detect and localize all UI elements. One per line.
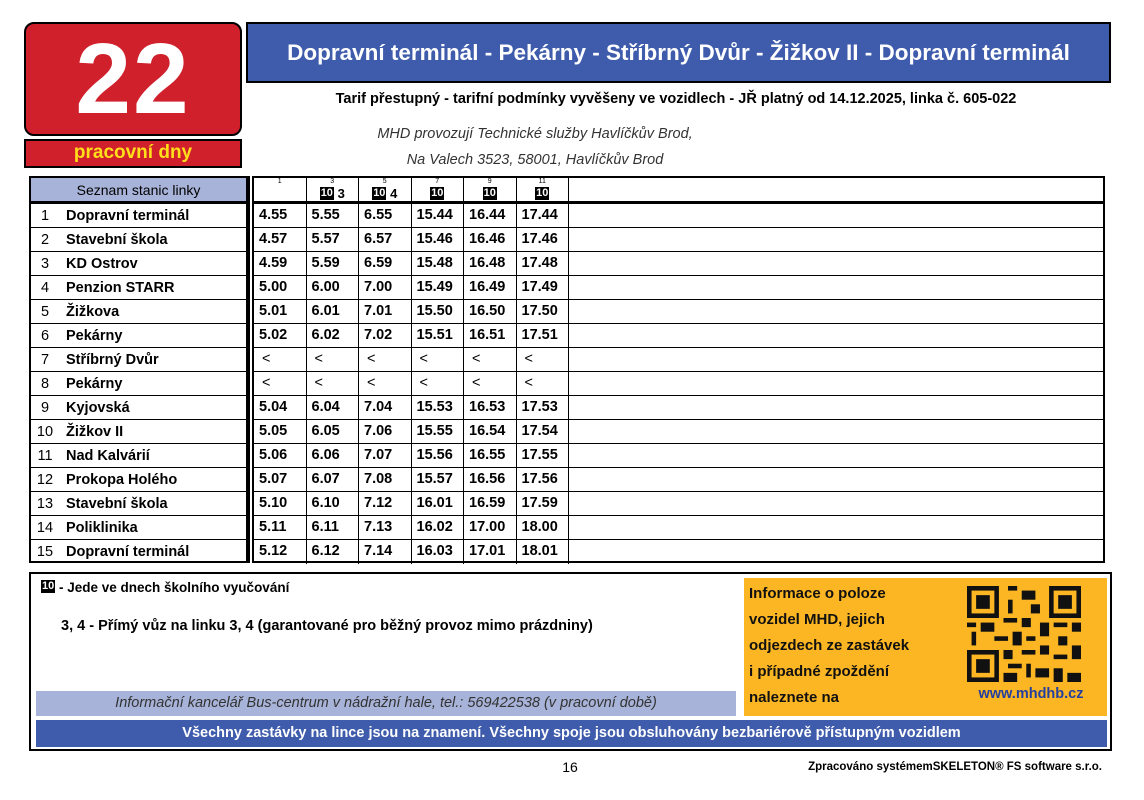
- time-cell-empty: [569, 444, 1103, 467]
- stop-number: 7: [40, 351, 50, 368]
- departure-time: 6.04: [307, 396, 360, 419]
- departure-time: 6.07: [307, 468, 360, 491]
- time-row: [254, 348, 1103, 372]
- stop-number: 10: [36, 423, 54, 440]
- school-note-text: - Jede ve dnech školního vyučování: [55, 580, 290, 595]
- stop-name: Dopravní terminál: [66, 544, 190, 560]
- time-row: [254, 540, 1103, 564]
- stop-row: [31, 444, 246, 468]
- school-note: [41, 580, 289, 595]
- departure-time: 5.55: [307, 204, 360, 227]
- departure-time: 15.55: [412, 420, 465, 443]
- departure-time: 15.44: [412, 204, 465, 227]
- departure-time: 15.50: [412, 300, 465, 323]
- stop-number: 14: [36, 519, 54, 536]
- departure-time: 6.10: [307, 492, 360, 515]
- departure-time: <: [412, 348, 465, 371]
- departure-time: 5.06: [254, 444, 307, 467]
- trip-number: 1: [277, 178, 282, 185]
- time-cell-empty: [569, 324, 1103, 347]
- departure-time: 16.01: [412, 492, 465, 515]
- departure-time: 15.48: [412, 252, 465, 275]
- departure-time: 17.44: [517, 204, 570, 227]
- departure-time: <: [464, 372, 517, 395]
- stop-row: [31, 372, 246, 396]
- trip-number: 5: [382, 178, 387, 185]
- operator-info: [300, 121, 770, 173]
- time-cell-empty: [569, 372, 1103, 395]
- departure-time: 15.53: [412, 396, 465, 419]
- departure-time: 16.02: [412, 516, 465, 539]
- departure-time: 6.01: [307, 300, 360, 323]
- departure-time: 4.55: [254, 204, 307, 227]
- time-cell-empty: [569, 252, 1103, 275]
- departure-time: 5.04: [254, 396, 307, 419]
- info-line: Informace o poloze: [749, 585, 886, 602]
- time-cell-empty: [569, 540, 1103, 564]
- departure-time: 5.07: [254, 468, 307, 491]
- departure-time: 7.02: [359, 324, 412, 347]
- time-cell-empty: [569, 516, 1103, 539]
- stop-number: 9: [40, 399, 50, 416]
- stop-name: Nad Kalvárií: [66, 447, 150, 464]
- departure-time: 16.44: [464, 204, 517, 227]
- stop-row: [31, 348, 246, 372]
- operator-line-1: MHD provozují Technické služby Havlíčkův Brod,: [377, 126, 693, 142]
- school-day-icon: 10: [536, 187, 549, 199]
- info-line: vozidel MHD, jejich: [749, 611, 885, 628]
- stop-number: 3: [40, 255, 50, 272]
- departure-time: <: [464, 348, 517, 371]
- stop-row: [31, 468, 246, 492]
- stop-name: Stříbrný Dvůr: [66, 351, 159, 368]
- trip-number: 11: [538, 178, 546, 185]
- departure-time: 6.11: [307, 516, 360, 539]
- stop-row: [31, 204, 246, 228]
- info-line: naleznete na: [749, 689, 840, 706]
- departure-time: 16.59: [464, 492, 517, 515]
- departure-time: 16.56: [464, 468, 517, 491]
- departure-time: 15.46: [412, 228, 465, 251]
- school-day-icon: 10: [373, 187, 386, 199]
- time-cell-empty: [569, 228, 1103, 251]
- departure-time: 17.51: [517, 324, 570, 347]
- departure-time: 17.54: [517, 420, 570, 443]
- trip-header: [359, 178, 412, 201]
- info-office: Informační kancelář Bus-centrum v nádražní hale, tel.: 569422538 (v pracovní době): [36, 691, 736, 716]
- stop-name: Poliklinika: [66, 519, 138, 536]
- departure-time: 16.55: [464, 444, 517, 467]
- departure-time: 17.55: [517, 444, 570, 467]
- footer-credit: Zpracováno systémemSKELETON® FS software s.r.o.: [808, 761, 1102, 773]
- departure-time: 17.56: [517, 468, 570, 491]
- departure-time: 6.00: [307, 276, 360, 299]
- stop-number: 11: [37, 447, 53, 464]
- departure-time: <: [359, 372, 412, 395]
- departure-time: 17.59: [517, 492, 570, 515]
- departure-time: 17.46: [517, 228, 570, 251]
- direct-car-note: 3, 4 - Přímý vůz na linku 3, 4 (garantované pro běžný provoz mimo prázdniny): [61, 618, 593, 634]
- time-row: [254, 228, 1103, 252]
- departure-time: <: [517, 372, 570, 395]
- stop-number: 8: [40, 375, 50, 392]
- departure-time: 5.57: [307, 228, 360, 251]
- stop-name: Žižkova: [66, 303, 120, 320]
- stop-number: 4: [40, 279, 50, 296]
- stop-row: [31, 420, 246, 444]
- school-day-icon: 10: [320, 187, 333, 199]
- timetable-grid: [252, 176, 1105, 563]
- departure-time: 17.49: [517, 276, 570, 299]
- departure-time: 6.06: [307, 444, 360, 467]
- departure-time: 17.01: [464, 540, 517, 564]
- departure-time: 16.54: [464, 420, 517, 443]
- trip-header: [464, 178, 517, 201]
- stop-row: [31, 276, 246, 300]
- stop-name: Pekárny: [66, 375, 123, 392]
- trip-note: 3: [337, 186, 345, 201]
- stop-row: [31, 516, 246, 540]
- departure-time: <: [517, 348, 570, 371]
- time-row: [254, 444, 1103, 468]
- departure-time: 5.12: [254, 540, 307, 564]
- stop-row: [31, 492, 246, 516]
- time-row: [254, 276, 1103, 300]
- departure-time: 7.01: [359, 300, 412, 323]
- trip-header-row: [254, 178, 1103, 204]
- departure-time: 6.02: [307, 324, 360, 347]
- departure-time: 16.49: [464, 276, 517, 299]
- departure-time: 6.55: [359, 204, 412, 227]
- stop-number: 1: [40, 207, 50, 224]
- school-day-icon: 10: [483, 187, 496, 199]
- stop-name: Stavební škola: [66, 495, 168, 512]
- accessibility-note: Všechny zastávky na lince jsou na znamení. Všechny spoje jsou obsluhovány bezbariérově přístupným vozidlem: [36, 720, 1107, 747]
- departure-time: 6.57: [359, 228, 412, 251]
- departure-time: 15.56: [412, 444, 465, 467]
- stop-row: [31, 540, 246, 564]
- line-number-box: [24, 22, 242, 136]
- departure-time: <: [307, 348, 360, 371]
- realtime-info-box: [744, 578, 1107, 716]
- departure-time: 5.11: [254, 516, 307, 539]
- stop-name: Dopravní terminál: [66, 207, 190, 224]
- departure-time: 5.05: [254, 420, 307, 443]
- stop-list-header: Seznam stanic linky: [31, 178, 246, 204]
- departure-time: 16.51: [464, 324, 517, 347]
- departure-time: 17.48: [517, 252, 570, 275]
- time-cell-empty: [569, 396, 1103, 419]
- info-line: i případné zpoždění: [749, 663, 890, 680]
- stop-name: Prokopa Holého: [66, 471, 178, 488]
- trip-number: 7: [435, 178, 440, 185]
- departure-time: 5.00: [254, 276, 307, 299]
- departure-time: 16.03: [412, 540, 465, 564]
- departure-time: <: [412, 372, 465, 395]
- departure-time: 16.50: [464, 300, 517, 323]
- departure-time: 15.51: [412, 324, 465, 347]
- page-number: 16: [562, 759, 578, 775]
- trip-number: 3: [330, 178, 335, 185]
- departure-time: 6.12: [307, 540, 360, 564]
- route-title: Dopravní terminál - Pekárny - Stříbrný Dvůr - Žižkov II - Dopravní terminál: [246, 22, 1111, 83]
- stop-name: Žižkov II: [66, 423, 124, 440]
- school-day-icon: 10: [42, 580, 55, 592]
- time-row: [254, 420, 1103, 444]
- stop-name: Kyjovská: [66, 399, 130, 416]
- time-cell-empty: [569, 300, 1103, 323]
- stop-name: Penzion STARR: [66, 279, 175, 296]
- stop-row: [31, 252, 246, 276]
- trip-header: [254, 178, 307, 201]
- departure-time: 5.01: [254, 300, 307, 323]
- time-row: [254, 468, 1103, 492]
- time-row: [254, 300, 1103, 324]
- departure-time: 17.53: [517, 396, 570, 419]
- departure-time: 16.48: [464, 252, 517, 275]
- departure-time: 7.07: [359, 444, 412, 467]
- info-line: odjezdech ze zastávek: [749, 637, 910, 654]
- departure-time: 15.57: [412, 468, 465, 491]
- time-cell-empty: [569, 420, 1103, 443]
- departure-time: 4.59: [254, 252, 307, 275]
- time-cell-empty: [569, 204, 1103, 227]
- realtime-info-text: [749, 581, 959, 711]
- day-type-label: pracovní dny: [24, 139, 242, 168]
- trip-header-empty: [569, 178, 1103, 201]
- departure-time: <: [254, 348, 307, 371]
- stop-row: [31, 396, 246, 420]
- time-row: [254, 516, 1103, 540]
- stop-number: 6: [40, 327, 50, 344]
- trip-header: [517, 178, 570, 201]
- stop-row: [31, 324, 246, 348]
- stop-name: Pekárny: [66, 327, 123, 344]
- departure-time: 7.12: [359, 492, 412, 515]
- time-row: [254, 204, 1103, 228]
- time-cell-empty: [569, 348, 1103, 371]
- time-row: [254, 252, 1103, 276]
- departure-time: 7.06: [359, 420, 412, 443]
- time-row: [254, 324, 1103, 348]
- trip-number: 9: [487, 178, 492, 185]
- stop-name: Stavební škola: [66, 231, 168, 248]
- departure-time: 16.53: [464, 396, 517, 419]
- departure-time: <: [307, 372, 360, 395]
- stop-list: [29, 176, 250, 563]
- stop-number: 15: [36, 544, 54, 560]
- departure-time: 4.57: [254, 228, 307, 251]
- departure-time: <: [254, 372, 307, 395]
- departure-time: 17.00: [464, 516, 517, 539]
- school-day-icon: 10: [431, 187, 444, 199]
- qr-code-icon[interactable]: [967, 586, 1081, 682]
- departure-time: 5.59: [307, 252, 360, 275]
- departure-time: 5.10: [254, 492, 307, 515]
- tariff-info: Tarif přestupný - tarifní podmínky vyvěšeny ve vozidlech - JŘ platný od 14.12.2025, linka č. 605-022: [335, 91, 1017, 107]
- trip-note: 4: [390, 186, 398, 201]
- stop-row: [31, 228, 246, 252]
- time-cell-empty: [569, 492, 1103, 515]
- departure-time: 7.14: [359, 540, 412, 564]
- stop-number: 5: [40, 303, 50, 320]
- line-number: 22: [75, 23, 191, 135]
- time-row: [254, 492, 1103, 516]
- departure-time: 18.00: [517, 516, 570, 539]
- notes-panel: [29, 572, 1112, 751]
- departure-time: 6.05: [307, 420, 360, 443]
- time-row: [254, 372, 1103, 396]
- departure-time: 15.49: [412, 276, 465, 299]
- operator-line-2: Na Valech 3523, 58001, Havlíčkův Brod: [406, 152, 664, 168]
- time-row: [254, 396, 1103, 420]
- departure-time: 7.00: [359, 276, 412, 299]
- website-link[interactable]: www.mhdhb.cz: [978, 686, 1084, 702]
- trip-header: [307, 178, 360, 201]
- stop-number: 13: [36, 495, 54, 512]
- stop-name: KD Ostrov: [66, 255, 138, 272]
- departure-time: 17.50: [517, 300, 570, 323]
- departure-time: 7.04: [359, 396, 412, 419]
- departure-time: 7.08: [359, 468, 412, 491]
- stop-number: 2: [40, 231, 50, 248]
- stop-row: [31, 300, 246, 324]
- departure-time: 5.02: [254, 324, 307, 347]
- departure-time: 16.46: [464, 228, 517, 251]
- departure-time: <: [359, 348, 412, 371]
- departure-time: 7.13: [359, 516, 412, 539]
- time-cell-empty: [569, 468, 1103, 491]
- trip-header: [412, 178, 465, 201]
- stop-number: 12: [36, 471, 54, 488]
- departure-time: 6.59: [359, 252, 412, 275]
- departure-time: 18.01: [517, 540, 570, 564]
- time-cell-empty: [569, 276, 1103, 299]
